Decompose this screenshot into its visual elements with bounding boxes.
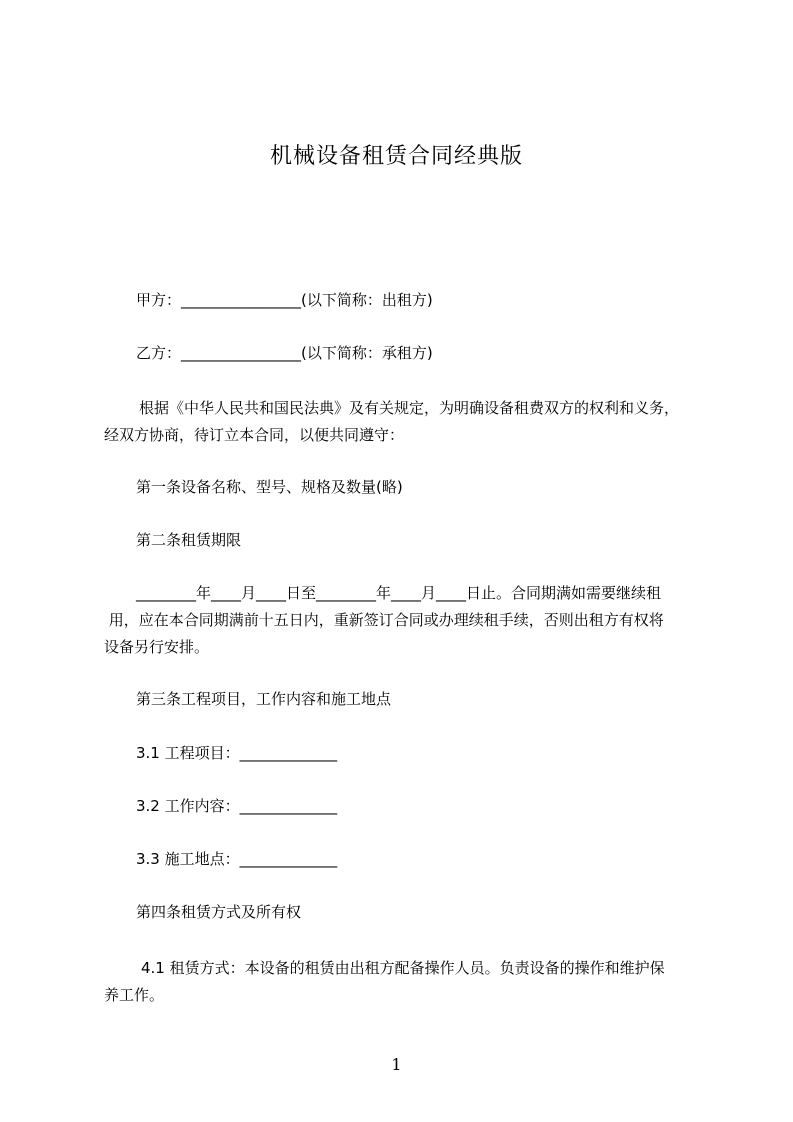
preamble-line-2: 经双方协商，待订立本合同，以便共同遵守：	[104, 426, 405, 444]
article-1-heading: 第一条设备名称、型号、规格及数量(略)	[136, 478, 403, 496]
item-3-2: 3.2 工作内容：_____________	[136, 797, 338, 815]
preamble-line-1: 根据《中华人民共和国民法典》及有关规定，为明确设备租费双方的权利和义务，	[139, 399, 680, 417]
article-4-heading: 第四条租赁方式及所有权	[136, 903, 302, 921]
item-3-3: 3.3 施工地点：_____________	[136, 850, 338, 868]
term-line-3: 设备另行安排。	[104, 638, 210, 656]
term-line-1: ________年____月____日至________年____月____日止。合同期满如需要继续租	[136, 584, 662, 602]
article-3-heading: 第三条工程项目，工作内容和施工地点	[136, 690, 392, 708]
item-4-1-line-1: 4.1 租赁方式：本设备的租赁由出租方配备操作人员。负责设备的操作和维护保	[141, 959, 665, 977]
party-a-line: 甲方：________________(以下简称：出租方)	[136, 291, 433, 309]
item-3-1: 3.1 工程项目：_____________	[136, 744, 338, 762]
article-2-heading: 第二条租赁期限	[136, 531, 242, 549]
term-line-2: 用，应在本合同期满前十五日内，重新签订合同或办理续租手续，否则出租方有权将	[104, 611, 664, 629]
page-number: 1	[391, 1055, 402, 1074]
item-4-1-line-2: 养工作。	[104, 986, 165, 1004]
document-title: 机械设备租赁合同经典版	[269, 144, 523, 169]
party-b-line: 乙方：________________(以下简称：承租方)	[136, 344, 433, 362]
